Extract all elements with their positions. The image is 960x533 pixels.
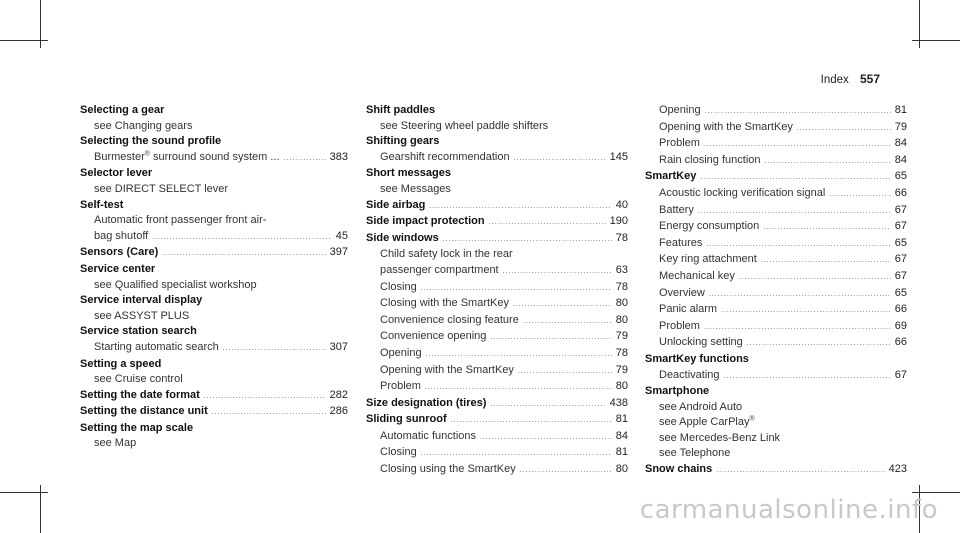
entry-text: Overview (659, 286, 705, 299)
index-heading (80, 357, 348, 373)
page-ref[interactable]: 65 (894, 170, 907, 183)
index-heading (366, 231, 628, 248)
leader-dots (716, 462, 884, 479)
entry-text: Selecting the sound profile (80, 135, 222, 148)
page-ref[interactable]: 78 (615, 346, 628, 359)
leader-dots (162, 245, 325, 262)
crop-mark (912, 40, 960, 41)
index-subentry (645, 153, 907, 170)
entry-text: Service station search (80, 325, 197, 338)
index-entry (366, 103, 628, 134)
index-entry (366, 134, 628, 166)
page-ref[interactable]: 79 (615, 363, 628, 376)
leader-dots (426, 346, 612, 363)
leader-dots (284, 150, 326, 167)
index-heading (80, 421, 348, 437)
entry-text: Deactivating (659, 368, 720, 381)
leader-dots (204, 388, 326, 405)
leader-dots (480, 429, 612, 446)
page-ref[interactable]: 79 (615, 330, 628, 343)
leader-dots (739, 269, 891, 286)
entry-text: Features (659, 236, 703, 249)
index-entry (80, 324, 348, 356)
page-ref[interactable]: 84 (894, 153, 907, 166)
index-subentry (80, 436, 348, 452)
entry-text: see Map (94, 437, 137, 450)
entry-text: Mechanical key (659, 269, 735, 282)
entry-text: Shifting gears (366, 135, 440, 148)
leader-dots (514, 150, 606, 167)
index-heading (366, 412, 628, 429)
crop-mark (0, 40, 48, 41)
index-subentry (80, 150, 348, 167)
index-entry (645, 384, 907, 462)
index-subentry (366, 263, 628, 280)
page-ref[interactable]: 81 (615, 446, 628, 459)
entry-text: Opening with the SmartKey (659, 120, 793, 133)
page-ref[interactable]: 66 (894, 186, 907, 199)
index-subentry (366, 363, 628, 380)
index-subentry (645, 236, 907, 253)
leader-dots (421, 280, 612, 297)
entry-text: see Steering wheel paddle shifters (380, 119, 549, 132)
entry-text: passenger compartment (380, 263, 499, 276)
index-entry (366, 231, 628, 396)
page-ref[interactable]: 81 (894, 104, 907, 116)
index-subentry (366, 280, 628, 297)
leader-dots (700, 169, 890, 186)
leader-dots (451, 412, 612, 429)
entry-text: Burmester® surround sound system ... (94, 150, 280, 163)
entry-text: Closing using the SmartKey (380, 463, 516, 476)
page-ref[interactable]: 65 (894, 286, 907, 299)
entry-text: Side airbag (366, 198, 426, 211)
entry-text: see Apple CarPlay® (659, 415, 755, 429)
entry-text: Unlocking setting (659, 336, 743, 349)
entry-text: see Mercedes-Benz Link (659, 431, 781, 444)
index-heading (645, 169, 907, 186)
entry-text: Convenience opening (380, 330, 487, 343)
leader-dots (513, 296, 612, 313)
index-heading (645, 384, 907, 400)
entry-text: Sensors (Care) (80, 246, 159, 259)
index-entry (366, 412, 628, 478)
index-heading (366, 103, 628, 119)
leader-dots (704, 319, 891, 336)
crop-mark (0, 492, 48, 493)
leader-dots (503, 263, 612, 280)
entry-text: Opening (659, 104, 701, 116)
index-entry (80, 245, 348, 262)
leader-dots (489, 214, 606, 231)
page-ref[interactable]: 69 (894, 319, 907, 332)
entry-text: Problem (659, 137, 700, 150)
index-subentry (645, 120, 907, 137)
entry-text: Closing (380, 280, 417, 293)
page-ref[interactable]: 383 (329, 150, 348, 163)
index-subentry (80, 119, 348, 135)
entry-text: Setting the date format (80, 388, 200, 401)
index-entry (80, 293, 348, 324)
registered-mark: ® (144, 150, 150, 158)
index-subentry (366, 445, 628, 462)
page-ref[interactable]: 307 (329, 340, 348, 353)
entry-text: Convenience closing feature (380, 313, 519, 326)
leader-dots (705, 103, 891, 120)
entry-text: Opening (380, 346, 422, 359)
entry-text: Self-test (80, 198, 124, 211)
leader-dots (490, 329, 611, 346)
index-entry (366, 166, 628, 197)
entry-text: see Cruise control (94, 373, 183, 386)
index-subentry (366, 379, 628, 396)
index-subentry (645, 286, 907, 303)
index-entry (645, 169, 907, 352)
page-ref[interactable]: 80 (615, 380, 628, 393)
index-subentry (80, 340, 348, 357)
index-entry (80, 357, 348, 388)
leader-dots (518, 363, 612, 380)
leader-dots (706, 236, 890, 253)
index-subentry (645, 219, 907, 236)
entry-text: Energy consumption (659, 220, 760, 233)
page-ref[interactable]: 84 (894, 137, 907, 150)
entry-text: see Telephone (659, 447, 731, 460)
entry-text: Closing (380, 446, 417, 459)
entry-text: Side impact protection (366, 215, 485, 228)
index-heading (366, 396, 628, 413)
index-heading (80, 293, 348, 309)
entry-text: Setting the distance unit (80, 405, 208, 418)
leader-dots (721, 302, 891, 319)
index-subentry (80, 372, 348, 388)
index-heading (366, 214, 628, 231)
entry-text: Setting a speed (80, 357, 162, 370)
page-ref[interactable]: 45 (335, 229, 348, 242)
page-ref[interactable]: 79 (894, 120, 907, 133)
entry-text: see Changing gears (94, 119, 193, 132)
entry-text: Selecting a gear (80, 104, 165, 116)
entry-text: SmartKey functions (645, 352, 749, 365)
index-entry (645, 462, 907, 479)
watermark: carmanualsonline.info (639, 495, 938, 525)
leader-dots (763, 219, 890, 236)
index-subentry (645, 186, 907, 203)
index-subentry (366, 182, 628, 198)
index-heading (366, 198, 628, 215)
page-ref[interactable]: 423 (888, 463, 907, 476)
index-subentry (645, 136, 907, 153)
entry-text: Gearshift recommendation (380, 150, 510, 163)
entry-text: Shift paddles (366, 104, 436, 116)
leader-dots (429, 198, 611, 215)
index-entry (366, 214, 628, 231)
page-ref[interactable]: 66 (894, 303, 907, 316)
index-subentry (80, 278, 348, 294)
index-entry (80, 166, 348, 197)
page-ref[interactable]: 282 (329, 388, 348, 401)
index-heading (645, 352, 907, 368)
entry-text: Rain closing function (659, 153, 761, 166)
entry-text: see Qualified specialist workshop (94, 278, 257, 291)
entry-text: see ASSYST PLUS (94, 309, 190, 322)
index-heading (645, 462, 907, 479)
index-subentry (645, 415, 907, 431)
index-heading (80, 103, 348, 119)
index-heading (80, 134, 348, 150)
index-subentry (645, 103, 907, 120)
header-label: Index (820, 74, 849, 86)
entry-text: Size designation (tires) (366, 396, 487, 409)
entry-text: Sliding sunroof (366, 413, 447, 426)
index-subentry (645, 400, 907, 416)
index-subentry (80, 182, 348, 198)
index-subentry (80, 309, 348, 325)
page-header (821, 72, 880, 86)
index-subentry (366, 247, 628, 263)
index-subentry (645, 446, 907, 462)
entry-text: Automatic front passenger front air- (94, 214, 267, 227)
entry-text: Snow chains (645, 463, 713, 476)
index-subentry (645, 431, 907, 447)
index-subentry (366, 313, 628, 330)
index-heading (80, 404, 348, 421)
index-heading (80, 198, 348, 214)
page-ref[interactable]: 65 (894, 236, 907, 249)
entry-text: Key ring attachment (659, 253, 757, 266)
index-column-1 (80, 103, 348, 452)
index-heading (80, 245, 348, 262)
entry-text: Service center (80, 262, 156, 275)
leader-dots (152, 229, 332, 246)
page-ref[interactable]: 397 (329, 246, 348, 259)
page-ref[interactable]: 66 (894, 336, 907, 349)
index-heading (80, 166, 348, 182)
page-ref[interactable]: 40 (615, 198, 628, 211)
index-subentry (645, 203, 907, 220)
index-entry (645, 103, 907, 169)
entry-text: Starting automatic search (94, 340, 219, 353)
page-ref[interactable]: 67 (894, 203, 907, 216)
leader-dots (765, 153, 891, 170)
index-heading (366, 166, 628, 182)
page-ref[interactable]: 63 (615, 263, 628, 276)
index-heading (80, 262, 348, 278)
entry-text: Problem (659, 319, 700, 332)
entry-text: Short messages (366, 167, 451, 180)
leader-dots (421, 445, 612, 462)
entry-text: Panic alarm (659, 303, 718, 316)
index-subentry (366, 296, 628, 313)
page-number: 557 (859, 72, 880, 86)
index-entry (366, 396, 628, 413)
leader-dots (223, 340, 326, 357)
index-subentry (645, 269, 907, 286)
index-entry (80, 404, 348, 421)
leader-dots (829, 186, 890, 203)
index-subentry (80, 213, 348, 229)
index-heading (366, 134, 628, 150)
page-ref[interactable]: 67 (894, 253, 907, 266)
page-ref[interactable]: 78 (615, 231, 628, 244)
leader-dots (425, 379, 612, 396)
entry-text: Opening with the SmartKey (380, 363, 514, 376)
entry-text: Selector lever (80, 167, 153, 180)
leader-dots (520, 462, 612, 479)
index-entry (80, 262, 348, 293)
page-ref[interactable]: 80 (615, 297, 628, 310)
index-column-2 (366, 103, 628, 479)
index-subentry (645, 319, 907, 336)
crop-mark (912, 492, 960, 493)
entry-text: Automatic functions (380, 429, 476, 442)
leader-dots (704, 136, 891, 153)
page-ref[interactable]: 67 (894, 269, 907, 282)
index-subentry (645, 302, 907, 319)
index-entry (80, 421, 348, 452)
index-entry (645, 352, 907, 384)
entry-text: Closing with the SmartKey (380, 297, 509, 310)
index-entry (80, 198, 348, 246)
leader-dots (523, 313, 612, 330)
page-ref[interactable]: 67 (894, 220, 907, 233)
leader-dots (747, 335, 891, 352)
index-heading (80, 324, 348, 340)
index-subentry (366, 150, 628, 167)
index-column-3 (645, 103, 907, 479)
leader-dots (698, 203, 891, 220)
index-subentry (366, 346, 628, 363)
entry-text: bag shutoff (94, 229, 149, 242)
entry-text: Acoustic locking verification signal (659, 186, 826, 199)
entry-text: see DIRECT SELECT lever (94, 182, 229, 195)
index-entry (80, 103, 348, 134)
entry-text: Smartphone (645, 385, 710, 398)
registered-mark: ® (749, 415, 755, 423)
index-heading (80, 388, 348, 405)
entry-text: see Messages (380, 182, 451, 195)
page-ref[interactable]: 145 (609, 150, 628, 163)
entry-text: Side windows (366, 231, 439, 244)
leader-dots (709, 286, 891, 303)
page-ref[interactable]: 438 (609, 396, 628, 409)
leader-dots (212, 404, 326, 421)
entry-text: Battery (659, 203, 694, 216)
page-ref[interactable]: 286 (329, 405, 348, 418)
entry-text: Child safety lock in the rear (380, 248, 513, 261)
entry-text: Problem (380, 380, 421, 393)
index-entry (80, 388, 348, 405)
index-entry (80, 134, 348, 166)
leader-dots (443, 231, 612, 248)
index-entry (366, 198, 628, 215)
index-subentry (645, 335, 907, 352)
page-ref[interactable]: 80 (615, 463, 628, 476)
index-subentry (366, 462, 628, 479)
index-subentry (645, 252, 907, 269)
entry-text: see Android Auto (659, 400, 743, 413)
leader-dots (724, 368, 891, 385)
page-ref[interactable]: 84 (615, 429, 628, 442)
entry-text: Service interval display (80, 294, 203, 307)
page-ref[interactable]: 81 (615, 413, 628, 426)
page-ref[interactable]: 190 (609, 215, 628, 228)
index-subentry (366, 329, 628, 346)
index-subentry (366, 429, 628, 446)
index-subentry (366, 119, 628, 135)
entry-text: SmartKey (645, 170, 697, 183)
page-ref[interactable]: 80 (615, 313, 628, 326)
page-ref[interactable]: 78 (615, 280, 628, 293)
index-subentry (80, 229, 348, 246)
index-subentry (645, 368, 907, 385)
leader-dots (490, 396, 605, 413)
leader-dots (761, 252, 891, 269)
leader-dots (797, 120, 891, 137)
page-ref[interactable]: 67 (894, 368, 907, 381)
entry-text: Setting the map scale (80, 421, 194, 434)
